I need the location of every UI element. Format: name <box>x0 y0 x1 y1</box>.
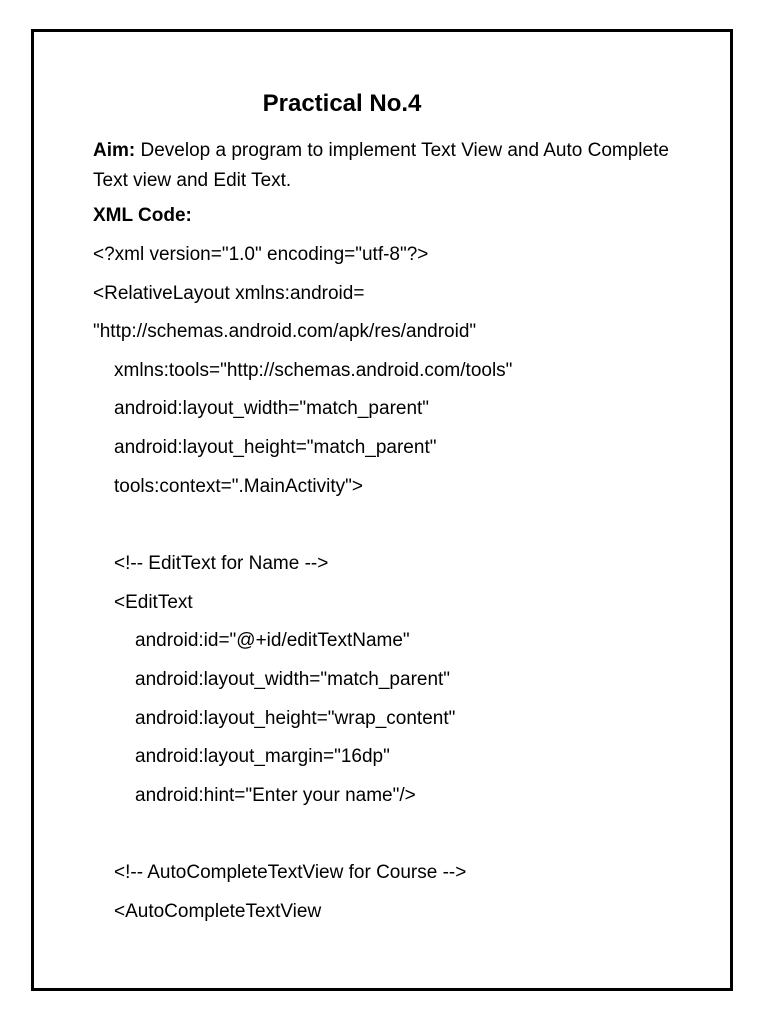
code-line: android:hint="Enter your name"/> <box>135 785 416 806</box>
code-line: <EditText <box>114 592 193 613</box>
code-line: android:id="@+id/editTextName" <box>135 630 410 651</box>
code-comment: <!-- AutoCompleteTextView for Course --> <box>114 862 467 883</box>
code-comment: <!-- EditText for Name --> <box>114 553 329 574</box>
code-line: android:layout_width="match_parent" <box>114 398 430 419</box>
code-line: <?xml version="1.0" encoding="utf-8"?> <box>93 244 429 265</box>
page-title: Practical No.4 <box>262 90 422 117</box>
xml-code-heading: XML Code: <box>93 205 192 226</box>
aim-paragraph <box>93 136 693 195</box>
code-line: tools:context=".MainActivity"> <box>114 476 363 497</box>
code-line: android:layout_height="match_parent" <box>114 437 437 458</box>
code-line: <RelativeLayout xmlns:android= <box>93 283 365 304</box>
code-line: "http://schemas.android.com/apk/res/android" <box>93 321 477 342</box>
code-line: xmlns:tools="http://schemas.android.com/tools" <box>114 360 513 381</box>
aim-text: Develop a program to implement Text View and Auto Complete Text view and Edit Text. <box>93 140 669 191</box>
aim-label: Aim: <box>93 140 136 161</box>
code-line: android:layout_height="wrap_content" <box>135 708 456 729</box>
code-line: <AutoCompleteTextView <box>114 901 322 922</box>
code-line: android:layout_width="match_parent" <box>135 669 451 690</box>
code-line: android:layout_margin="16dp" <box>135 746 390 767</box>
